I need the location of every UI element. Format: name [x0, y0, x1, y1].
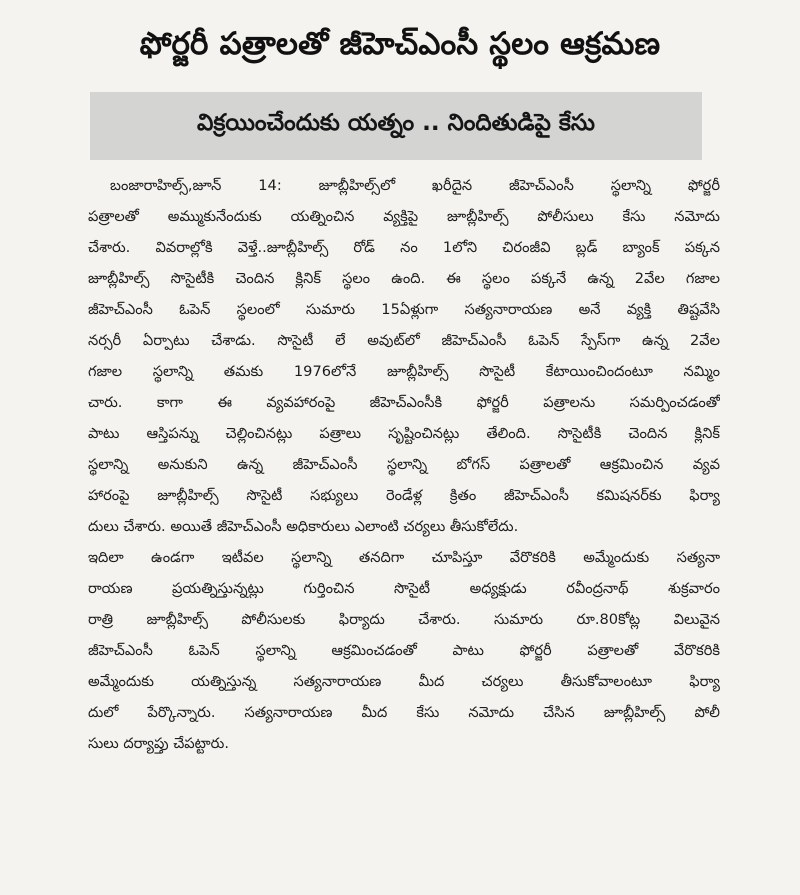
body-line: దులో పేర్కొన్నారు. సత్యనారాయణ మీద కేసు నమోదు చేసిన జూబ్లీహిల్స్ పోలీ — [88, 704, 720, 721]
body-line: జీహెచ్‌ఎంసీ ఓపెన్ స్థలాన్ని ఆక్రమించడంతో పాటు ఫోర్జరీ పత్రాలతో వేరొకరికి — [88, 642, 720, 659]
body-line: స్థలాన్ని అనుకుని ఉన్న జీహెచ్‌ఎంసీ స్థలాన్ని బోగస్ పత్రాలతో ఆక్రమించిన వ్యవ — [88, 456, 720, 473]
body-line: రాత్రి జూబ్లీహిల్స్ పోలీసులకు ఫిర్యాదు చేశారు. సుమారు రూ.80కోట్ల విలువైన — [88, 611, 720, 628]
body-line: సులు దర్యాప్తు చేపట్టారు. — [88, 735, 229, 752]
body-line: చేశారు. వివరాల్లోకి వెళ్తే..జూబ్లీహిల్స్ రోడ్ నం 1లోని చిరంజీవి బ్లడ్ బ్యాంక్ పక్కన — [88, 239, 720, 256]
body-line: ఇదిలా ఉండగా ఇటీవల స్థలాన్ని తనదిగా చూపిస్తూ వేరొకరికి అమ్మేందుకు సత్యనా — [88, 549, 720, 566]
body-line: రాయణ ప్రయత్నిస్తున్నట్లు గుర్తించిన సొసైటీ అధ్యక్షుడు రవీంద్రనాథ్ శుక్రవారం — [88, 580, 720, 597]
body-line: నర్సరీ ఏర్పాటు చేశాడు. సొసైటీ లే అవుట్‌లో జీహెచ్‌ఎంసీ ఓపెన్ స్పేస్‌గా ఉన్న 2వేల — [88, 332, 720, 349]
body-line: దులు చేశారు. అయితే జీహెచ్‌ఎంసీ అధికారులు ఎలాంటి చర్యలు తీసుకోలేదు. — [88, 518, 519, 535]
body-line: పత్రాలతో అమ్ముకునేందుకు యత్నించిన వ్యక్తిపై జూబ్లీహిల్స్ పోలీసులు కేసు నమోదు — [88, 208, 720, 225]
body-line: అమ్మేందుకు యత్నిస్తున్న సత్యనారాయణ మీద చర్యలు తీసుకోవాలంటూ ఫిర్యా — [88, 673, 720, 690]
headline: ఫోర్జరీ పత్రాలతో జీహెచ్‌ఎంసీ స్థలం ఆక్రమణ — [139, 25, 661, 62]
body-line: జూబ్లీహిల్స్ సొసైటీకి చెందిన క్లినిక్ స్థలం ఉంది. ఈ స్థలం పక్కనే ఉన్న 2వేల గజాల — [88, 270, 720, 287]
body-line: చారు. కాగా ఈ వ్యవహారంపై జీహెచ్‌ఎంసీకి ఫోర్జరీ పత్రాలను సమర్పించడంతో — [88, 394, 720, 411]
body-line: పాటు ఆస్తిపన్ను చెల్లించినట్లు పత్రాలు సృష్టించినట్లు తేలింది. సొసైటీకి చెందిన క్లినిక్ — [88, 425, 720, 442]
body-line: బంజారాహిల్స్,జూన్ 14: జూబ్లీహిల్స్‌లో ఖరీదైన జీహెచ్‌ఎంసీ స్థలాన్ని ఫోర్జరీ — [110, 177, 720, 194]
article-body — [88, 170, 720, 759]
body-line: గజాల స్థలాన్ని తమకు 1976లోనే జూబ్లీహిల్స్ సొసైటీ కేటాయించిందంటూ నమ్మిం — [88, 363, 720, 380]
subheadline-band — [90, 92, 702, 160]
body-line: హారంపై జూబ్లీహిల్స్ సొసైటీ సభ్యులు రెండేళ్ల క్రితం జీహెచ్‌ఎంసీ కమిషనర్‌కు ఫిర్యా — [88, 487, 720, 504]
subheadline: విక్రయించేందుకు యత్నం .. నిందితుడిపై కేసు — [196, 110, 596, 136]
body-line: జీహెచ్‌ఎంసీ ఓపెన్ స్థలంలో సుమారు 15ఏళ్లుగా సత్యనారాయణ అనే వ్యక్తి తిష్టవేసి — [88, 301, 720, 318]
